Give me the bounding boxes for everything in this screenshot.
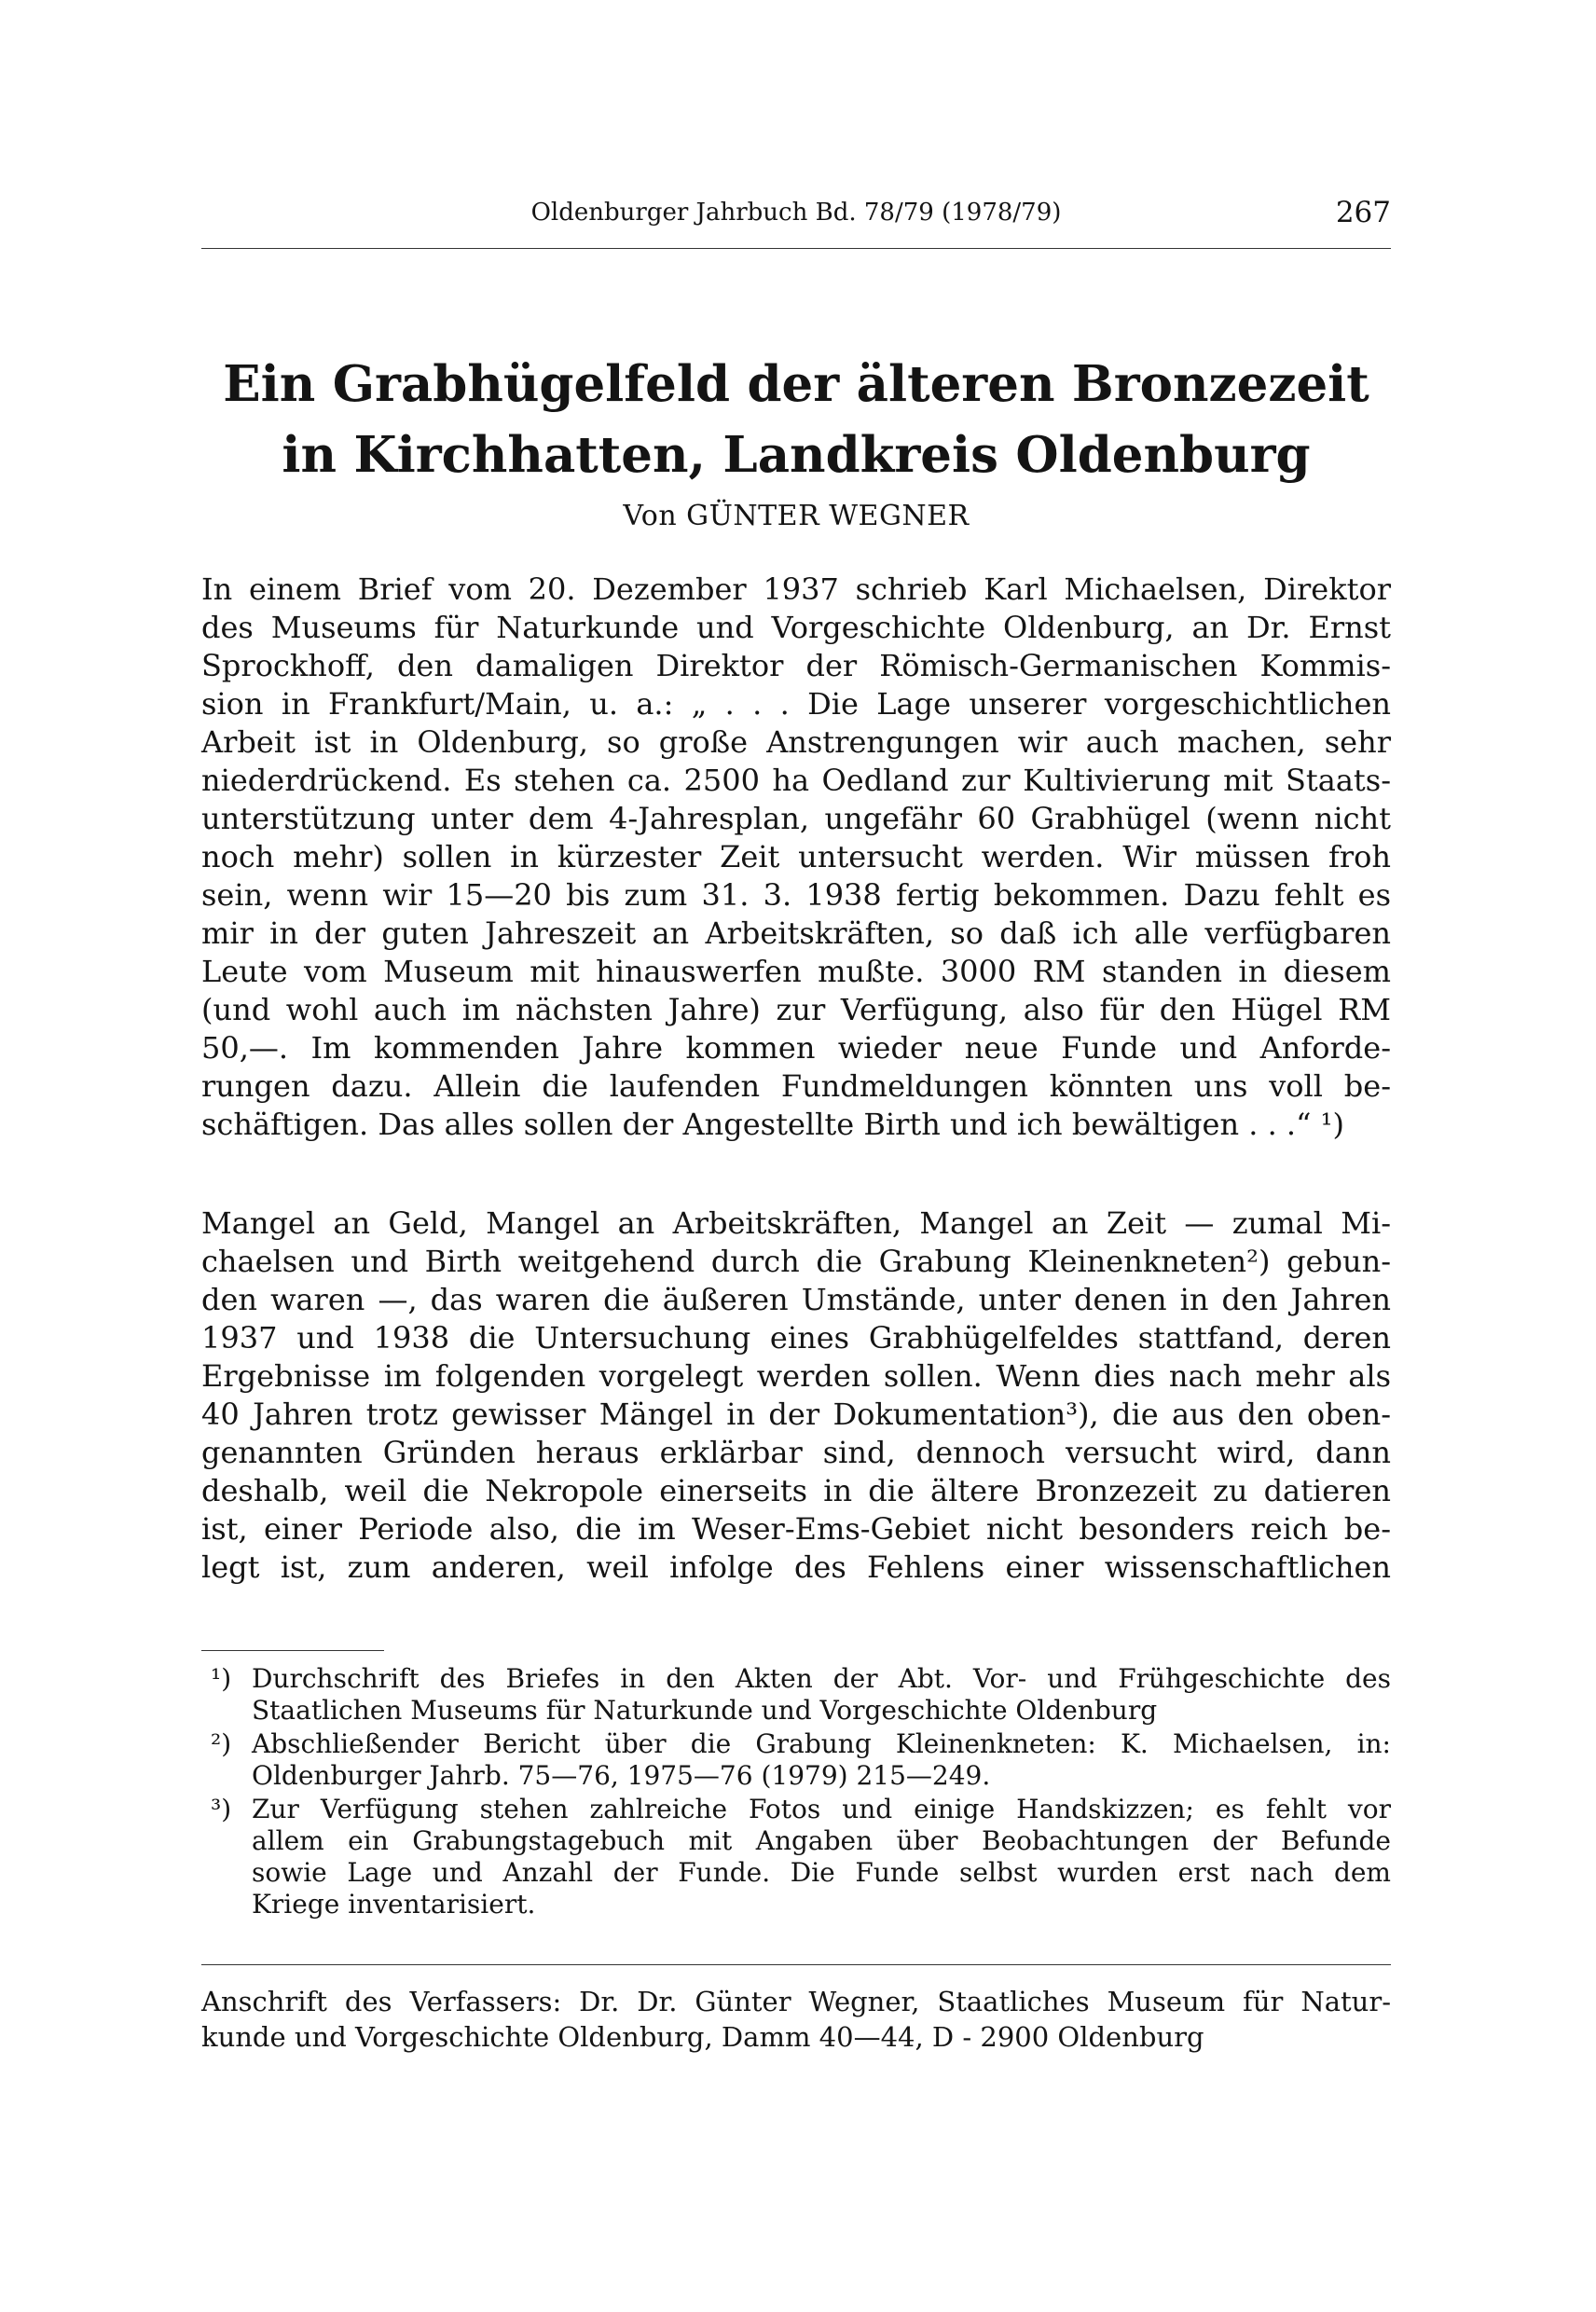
paragraph-line: rungen dazu. Allein die laufenden Fundmeldungen könnten uns voll be- bbox=[201, 1068, 1391, 1104]
author-address bbox=[201, 1984, 1391, 2055]
paragraph-line: (und wohl auch im nächsten Jahre) zur Verfügung, also für den Hügel RM bbox=[201, 992, 1391, 1027]
paragraph-line: In einem Brief vom 20. Dezember 1937 schrieb Karl Michaelsen, Direktor bbox=[201, 571, 1391, 607]
paragraph-line: Ergebnisse im folgenden vorgelegt werden sollen. Wenn dies nach mehr als bbox=[201, 1358, 1391, 1394]
journal-running-title: Oldenburger Jahrbuch Bd. 78/79 (1978/79) bbox=[530, 199, 1062, 227]
paragraph-line: sion in Frankfurt/Main, u. a.: „ . . . Die Lage unserer vorgeschichtlichen bbox=[201, 686, 1391, 722]
paragraph-line: Sprockhoff, den damaligen Direktor der Römisch-Germanischen Kommis- bbox=[201, 648, 1391, 683]
page-number: 267 bbox=[1335, 196, 1391, 229]
footnote-2 bbox=[201, 1728, 1391, 1792]
footnote-marker: ²) bbox=[211, 1728, 232, 1759]
footnote-line: Abschließender Bericht über die Grabung Kleinenkneten: K. Michaelsen, in: bbox=[252, 1728, 1391, 1759]
paragraph-line: des Museums für Naturkunde und Vorgeschichte Oldenburg, an Dr. Ernst bbox=[201, 610, 1391, 645]
paragraph-line: den waren —, das waren die äußeren Umstände, unter denen in den Jahren bbox=[201, 1282, 1391, 1317]
paragraph-line: 50,—. Im kommenden Jahre kommen wieder neue Funde und Anforde- bbox=[201, 1030, 1391, 1066]
header-rule bbox=[201, 248, 1391, 249]
paragraph-line: sein, wenn wir 15—20 bis zum 31. 3. 1938 fertig bekommen. Dazu fehlt es bbox=[201, 877, 1391, 913]
address-line: kunde und Vorgeschichte Oldenburg, Damm 40—44, D - 2900 Oldenburg bbox=[201, 2021, 1204, 2053]
paragraph-2 bbox=[201, 1204, 1391, 1587]
paragraph-line: genannten Gründen heraus erklärbar sind, dennoch versucht wird, dann bbox=[201, 1435, 1391, 1470]
footnote-marker: ¹) bbox=[211, 1663, 232, 1694]
footnote-line: Durchschrift des Briefes in den Akten der Abt. Vor- und Frühgeschichte des bbox=[252, 1663, 1391, 1694]
paragraph-line: mir in der guten Jahreszeit an Arbeitskräften, so daß ich alle verfügbaren bbox=[201, 915, 1391, 951]
footnote-line: Kriege inventarisiert. bbox=[252, 1889, 536, 1920]
paragraph-line: Leute vom Museum mit hinauswerfen mußte. 3000 RM standen in diesem bbox=[201, 954, 1391, 989]
article-title-line-1: Ein Grabhügelfeld der älteren Bronzezeit bbox=[223, 355, 1369, 413]
footnote-1 bbox=[201, 1663, 1391, 1727]
footnote-line: Zur Verfügung stehen zahlreiche Fotos und einige Handskizzen; es fehlt vor bbox=[252, 1794, 1391, 1824]
paragraph-line: ist, einer Periode also, die im Weser-Ems-Gebiet nicht besonders reich be- bbox=[201, 1511, 1391, 1547]
paragraph-line: Arbeit ist in Oldenburg, so große Anstrengungen wir auch machen, sehr bbox=[201, 724, 1391, 760]
paragraph-line: legt ist, zum anderen, weil infolge des Fehlens einer wissenschaftlichen bbox=[201, 1549, 1391, 1585]
footnote-3 bbox=[201, 1794, 1391, 1920]
footnote-line: sowie Lage und Anzahl der Funde. Die Funde selbst wurden erst nach dem bbox=[252, 1857, 1391, 1888]
paragraph-line: unterstützung unter dem 4-Jahresplan, ungefähr 60 Grabhügel (wenn nicht bbox=[201, 801, 1391, 836]
footnote-line: Staatlichen Museums für Naturkunde und Vorgeschichte Oldenburg bbox=[252, 1695, 1158, 1726]
article-title-line-2: in Kirchhatten, Landkreis Oldenburg bbox=[282, 426, 1311, 484]
address-separator bbox=[201, 1964, 1391, 1965]
address-line: Anschrift des Verfassers: Dr. Dr. Günter Wegner, Staatliches Museum für Natur- bbox=[201, 1986, 1391, 2017]
footnotes bbox=[201, 1663, 1391, 1922]
paragraph-line: deshalb, weil die Nekropole einerseits in die ältere Bronzezeit zu datieren bbox=[201, 1473, 1391, 1508]
paragraph-line: noch mehr) sollen in kürzester Zeit untersucht werden. Wir müssen froh bbox=[201, 839, 1391, 874]
article-title bbox=[201, 349, 1391, 490]
paragraph-line: schäftigen. Das alles sollen der Angestellte Birth und ich bewältigen . . .“ ¹) bbox=[201, 1107, 1344, 1142]
footnote-separator bbox=[201, 1650, 384, 1651]
paragraph-line: niederdrückend. Es stehen ca. 2500 ha Oedland zur Kultivierung mit Staats- bbox=[201, 763, 1391, 798]
footnote-marker: ³) bbox=[211, 1794, 232, 1824]
footnote-line: Oldenburger Jahrb. 75—76, 1975—76 (1979) 215—249. bbox=[252, 1760, 991, 1791]
paragraph-1 bbox=[201, 571, 1391, 1144]
author-byline: Von GÜNTER WEGNER bbox=[623, 500, 970, 532]
paragraph-line: 1937 und 1938 die Untersuchung eines Grabhügelfeldes stattfand, deren bbox=[201, 1320, 1391, 1356]
paragraph-line: chaelsen und Birth weitgehend durch die Grabung Kleinenkneten²) gebun- bbox=[201, 1244, 1391, 1279]
running-header bbox=[201, 196, 1391, 242]
paragraph-line: 40 Jahren trotz gewisser Mängel in der Dokumentation³), die aus den oben- bbox=[201, 1397, 1391, 1432]
footnote-line: allem ein Grabungstagebuch mit Angaben über Beobachtungen der Befunde bbox=[252, 1825, 1391, 1856]
paragraph-line: Mangel an Geld, Mangel an Arbeitskräften, Mangel an Zeit — zumal Mi- bbox=[201, 1205, 1391, 1241]
